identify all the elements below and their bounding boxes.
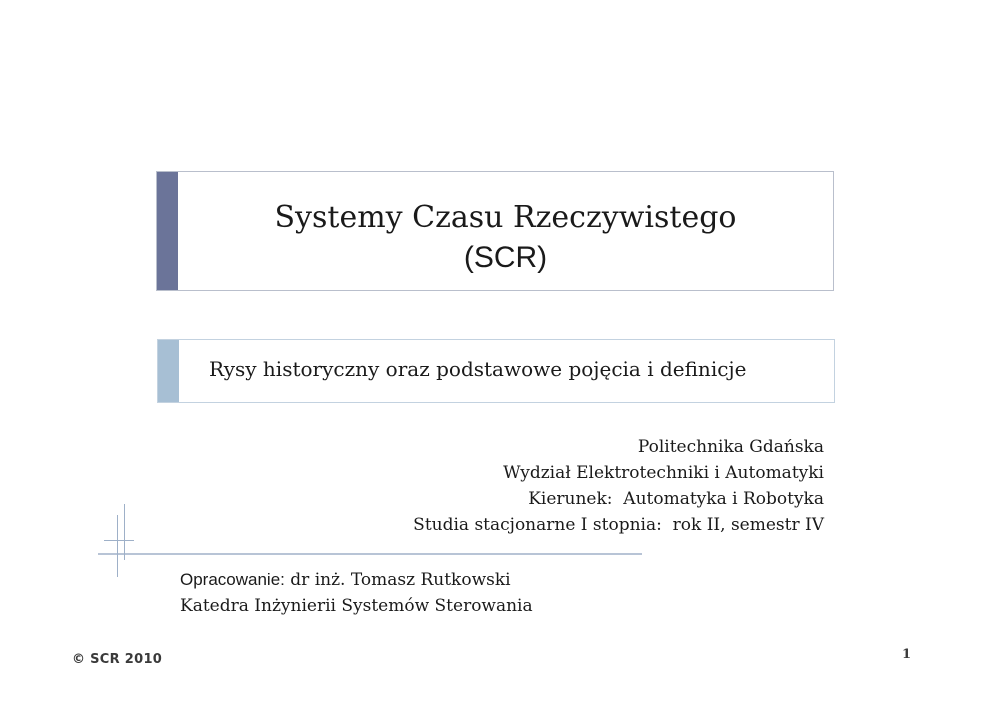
author-line	[180, 567, 533, 593]
subtitle-box	[157, 339, 835, 403]
author-label: Opracowanie:	[180, 570, 285, 589]
study-program: Studia stacjonarne I stopnia: rok II, semestr IV	[413, 515, 824, 535]
faculty-name: Wydział Elektrotechniki i Automatyki	[503, 463, 824, 483]
author-department: Katedra Inżynierii Systemów Sterowania	[180, 596, 533, 616]
subtitle-accent-bar	[158, 340, 179, 402]
author-name: dr inż. Tomasz Rutkowski	[284, 570, 511, 590]
title-accent-bar	[157, 172, 178, 290]
title-box	[156, 171, 834, 291]
field-of-study: Kierunek: Automatyka i Robotyka	[528, 489, 824, 509]
university-name: Politechnika Gdańska	[637, 437, 824, 457]
copyright-footer: © SCR 2010	[72, 652, 163, 667]
decor-crosshair-vertical-2	[124, 504, 125, 560]
decor-horizontal-line	[98, 553, 642, 555]
decor-crosshair-horizontal	[104, 540, 134, 541]
page-number: 1	[902, 647, 912, 662]
institution-block	[413, 434, 824, 538]
title-line-1: Systemy Czasu Rzeczywistego	[274, 200, 737, 235]
title-line-2: (SCR)	[463, 241, 548, 274]
slide-title	[178, 198, 833, 278]
decor-crosshair-vertical-1	[117, 515, 118, 577]
author-block	[180, 567, 533, 619]
slide-subtitle: Rysy historyczny oraz podstawowe pojęcia i definicje	[209, 357, 747, 381]
